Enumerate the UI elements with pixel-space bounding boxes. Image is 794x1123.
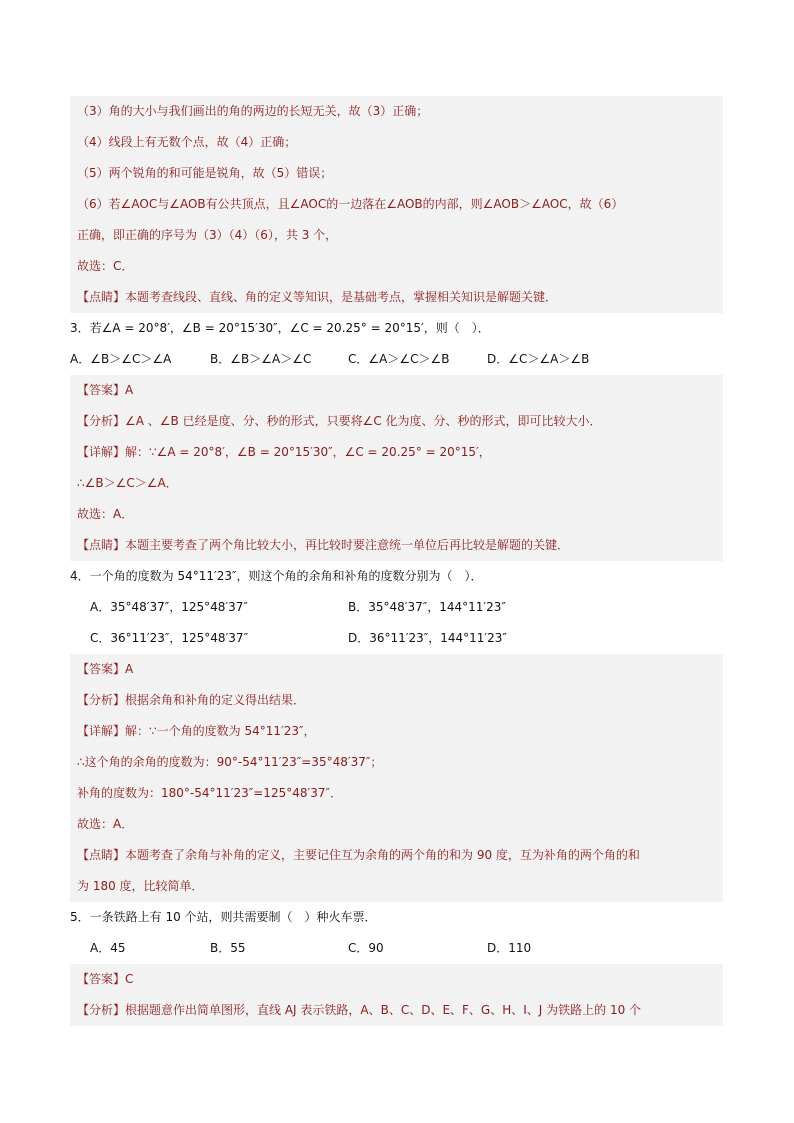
option-d: D．36°11′23″，144°11′23″: [348, 631, 507, 645]
option-d: D．∠C＞∠A＞∠B: [487, 352, 590, 366]
analysis: 【分析】根据余角和补角的定义得出结果．: [70, 685, 723, 716]
option-a: A．35°48′37″，125°48′37″: [90, 600, 248, 614]
option-c: C．∠A＞∠C＞∠B: [348, 352, 450, 366]
comment-line-2: 为 180 度，比较简单．: [70, 871, 723, 902]
option-b: B．∠B＞∠A＞∠C: [210, 352, 312, 366]
analysis: 【分析】∠A 、∠B 已经是度、分、秒的形式，只要将∠C 化为度、分、秒的形式，即可比较大小．: [70, 406, 723, 437]
detail: 【详解】解：∵∠A = 20°8′，∠B = 20°15′30″，∠C = 20.25° = 20°15′，: [70, 437, 723, 468]
question-4-options-row1: [70, 592, 723, 623]
analysis-line: （4）线段上有无数个点，故（4）正确；: [70, 127, 723, 158]
complement-line: ∴这个角的余角的度数为：90°-54°11′23″=35°48′37″；: [70, 747, 723, 778]
question-5-stem: 5．一条铁路上有 10 个站，则共需要制（ ）种火车票．: [70, 910, 377, 924]
supplement-line: 补角的度数为：180°-54°11′23″=125°48′37″．: [70, 778, 723, 809]
document-page: [70, 96, 723, 1026]
detail: 【详解】解：∵一个角的度数为 54°11′23″，: [70, 716, 723, 747]
analysis-line: （5）两个锐角的和可能是锐角，故（5）错误；: [70, 158, 723, 189]
answer: 【答案】A: [70, 654, 723, 685]
option-b: B．35°48′37″，144°11′23″: [348, 600, 506, 614]
option-a: A．45: [90, 941, 126, 955]
comment-line-1: 【点睛】本题考查了余角与补角的定义，主要记住互为余角的两个角的和为 90 度，互为补角的两个角的和: [70, 840, 723, 871]
comment: 【点睛】本题主要考查了两个角比较大小，再比较时要注意统一单位后再比较是解题的关键．: [70, 530, 723, 561]
analysis-comment: 【点睛】本题考查线段、直线、角的定义等知识，是基础考点，掌握相关知识是解题关键．: [70, 282, 723, 313]
question-3-stem: 3．若∠A = 20°8′，∠B = 20°15′30″，∠C = 20.25° = 20°15′，则（ ）．: [70, 321, 490, 335]
question-5-options: [70, 933, 723, 964]
question-4-stem: 4．一个角的度数为 54°11′23″，则这个角的余角和补角的度数分别为（ ）．: [70, 569, 483, 583]
option-b: B．55: [210, 941, 246, 955]
analysis-line: 正确，即正确的序号为（3）（4）（6），共 3 个，: [70, 220, 723, 251]
answer: 【答案】C: [70, 964, 723, 995]
answer: 【答案】A: [70, 375, 723, 406]
option-c: C．36°11′23″，125°48′37″: [90, 631, 249, 645]
question-4-options-row2: [70, 623, 723, 654]
therefore-line: ∴∠B＞∠C＞∠A．: [70, 468, 723, 499]
choose-line: 故选：A．: [70, 499, 723, 530]
analysis-choose: 故选：C．: [70, 251, 723, 282]
analysis-line: （6）若∠AOC与∠AOB有公共顶点，且∠AOC的一边落在∠AOB的内部，则∠AOB＞∠AOC，故（6）: [70, 189, 723, 220]
analysis: 【分析】根据题意作出简单图形，直线 AJ 表示铁路，A、B、C、D、E、F、G、H、I、J 为铁路上的 10 个: [70, 995, 723, 1026]
option-d: D．110: [487, 941, 532, 955]
option-c: C．90: [348, 941, 384, 955]
choose-line: 故选：A．: [70, 809, 723, 840]
analysis-line: （3）角的大小与我们画出的角的两边的长短无关，故（3）正确；: [70, 96, 723, 127]
option-a: A．∠B＞∠C＞∠A: [70, 352, 172, 366]
question-3-options: [70, 344, 723, 375]
